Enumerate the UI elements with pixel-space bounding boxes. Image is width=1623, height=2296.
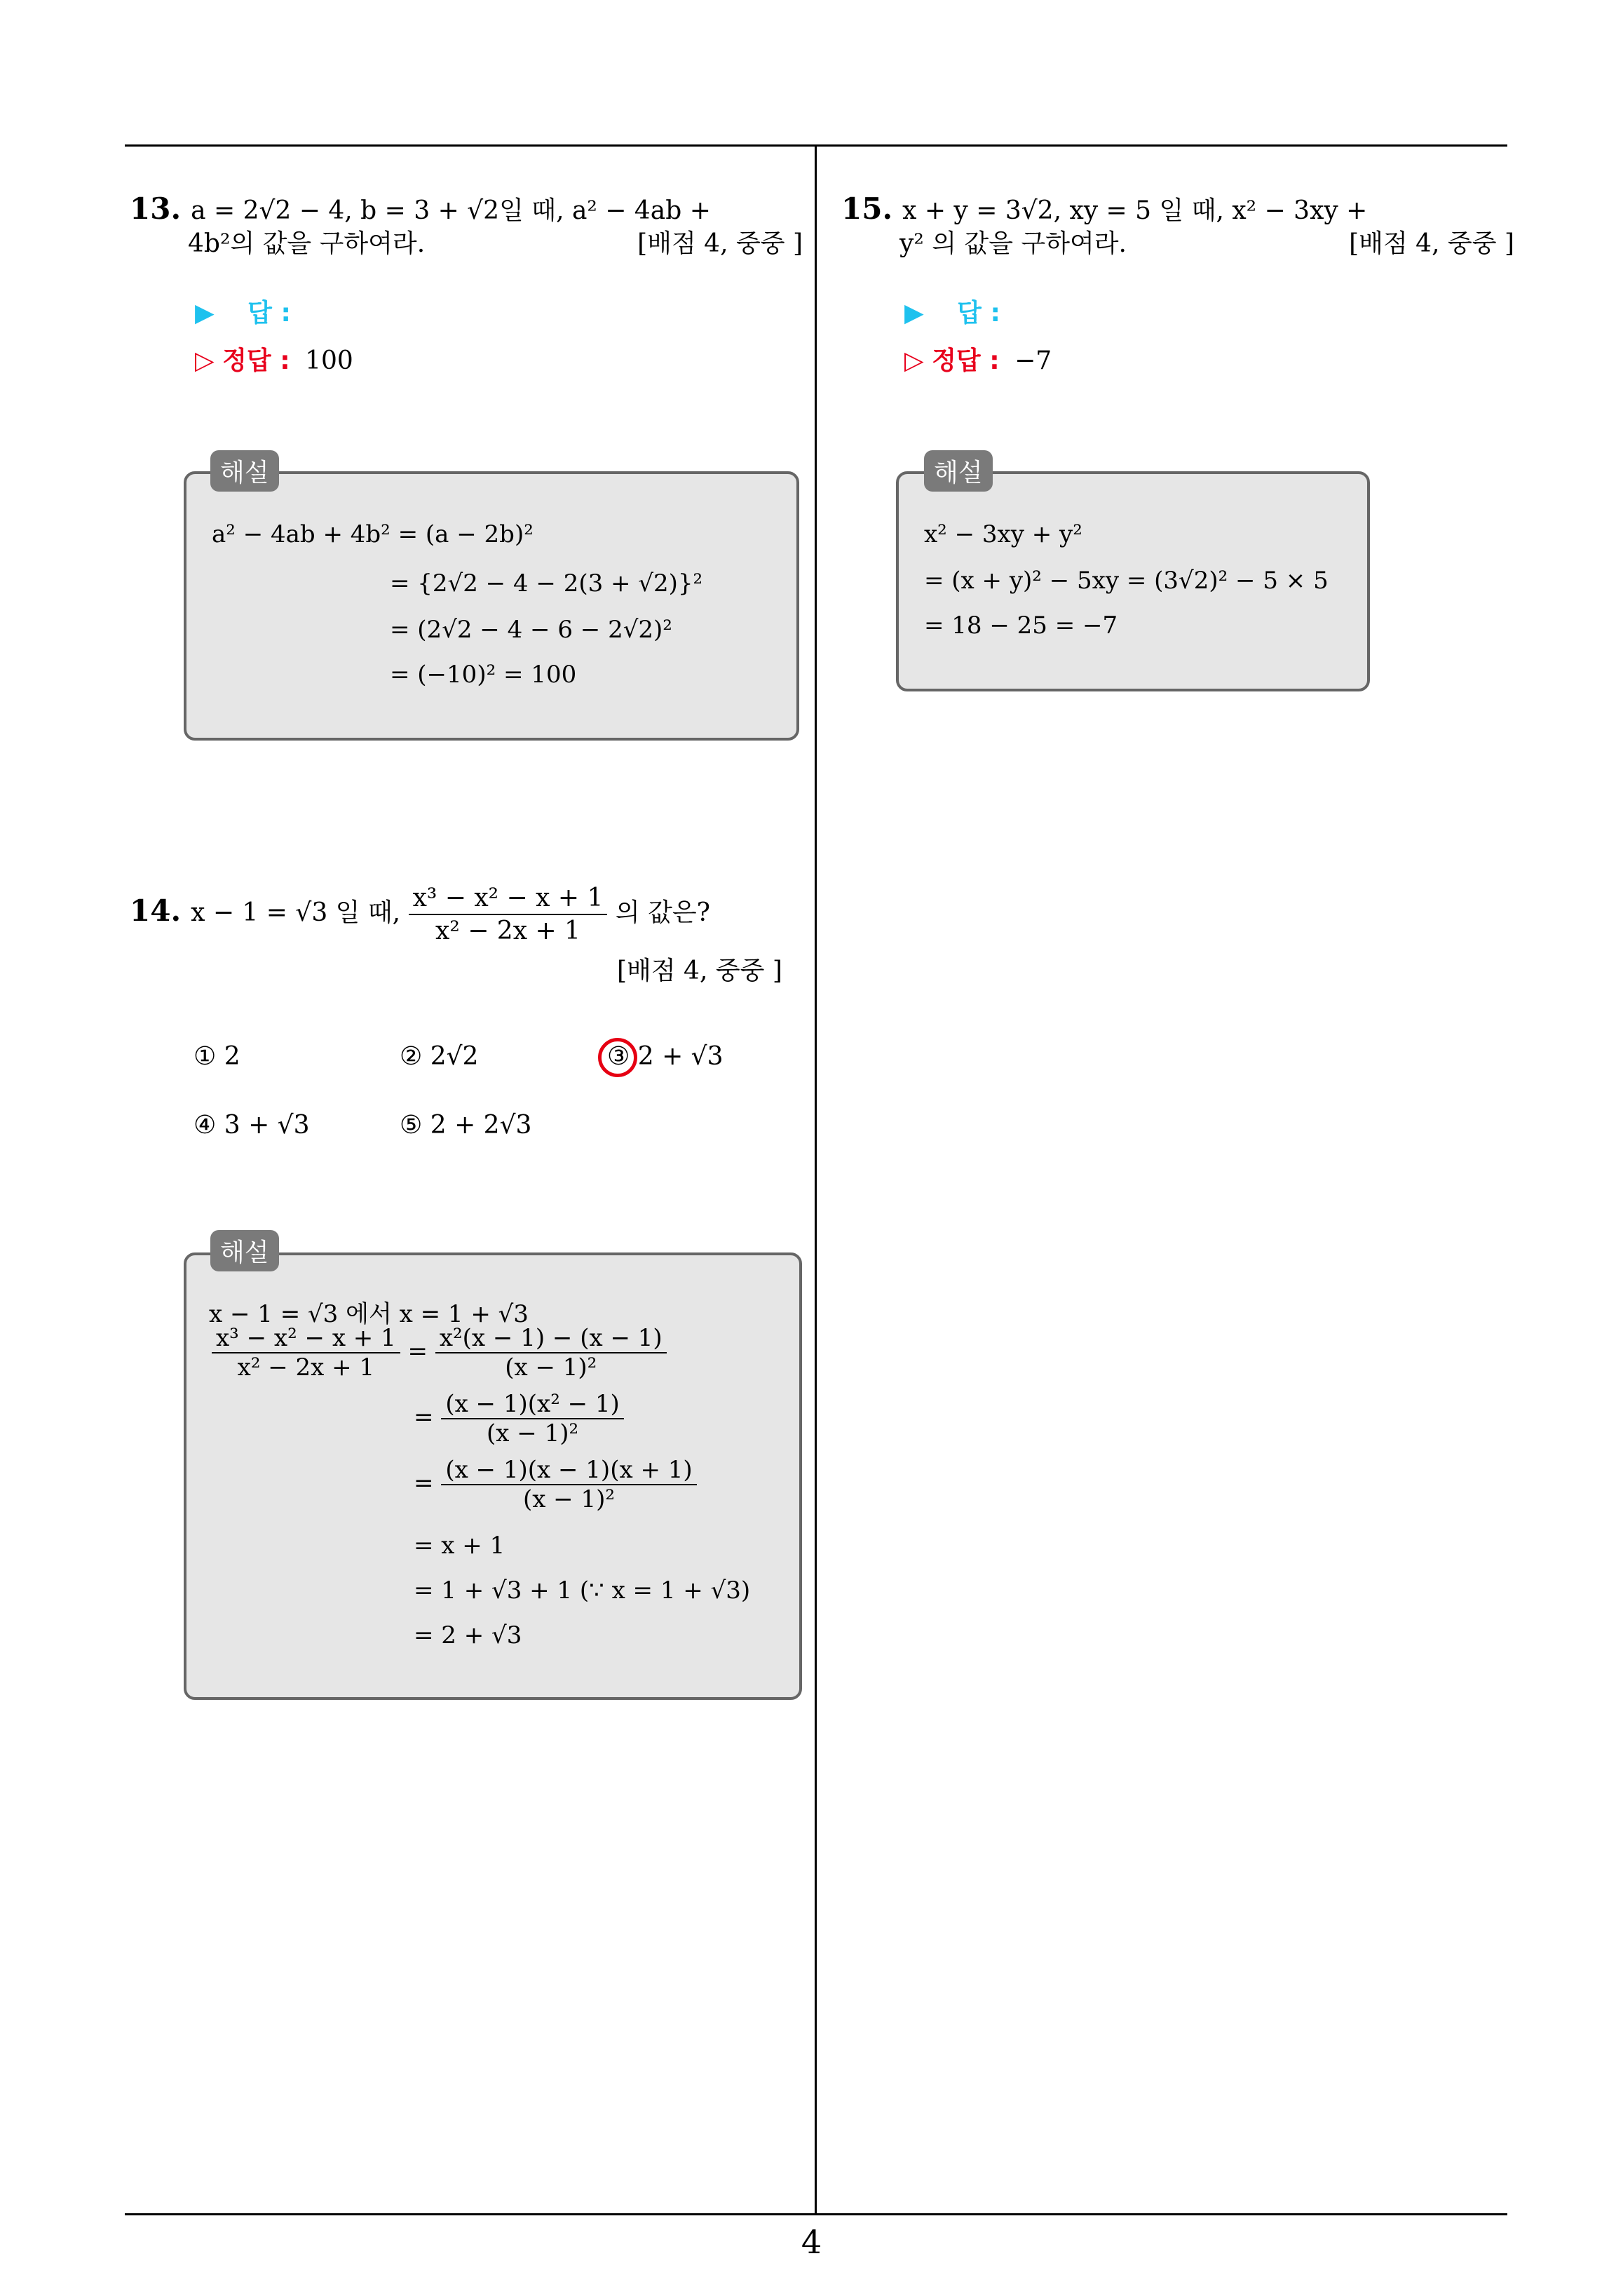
- play-outline-icon: ▷: [904, 346, 924, 375]
- solution-line: a² − 4ab + 4b² = (a − 2b)²: [212, 520, 534, 548]
- solution-tag: 해설: [210, 1230, 279, 1271]
- solution-line: = 18 − 25 = −7: [924, 612, 1118, 640]
- solution-tag: 해설: [924, 450, 993, 492]
- correct-answer-row: [904, 341, 1052, 377]
- question-text-line1: x + y = 3√2, xy = 5 일 때, x² − 3xy +: [902, 196, 1368, 225]
- solution-line: x − 1 = √3 에서 x = 1 + √3: [209, 1300, 529, 1328]
- solution-line: = (x + y)² − 5xy = (3√2)² − 5 × 5: [924, 567, 1329, 595]
- choice-1[interactable]: ① 2: [193, 1042, 240, 1071]
- correct-answer-row: [195, 341, 353, 377]
- solution-box: [184, 471, 799, 741]
- solution-step-2: = $\frac{\text{(x − 1)(x² − 1)}}{\text{(x − 1)²}}$: [414, 1390, 624, 1447]
- solution-step-3: = $\frac{(x - 1)(x - 1)(x + 1)}{\text{(x − 1)²}}$: [414, 1456, 697, 1513]
- play-icon: ▶: [904, 299, 924, 327]
- question-text-line1: a = 2√2 − 4, b = 3 + √2일 때, a² − 4ab +: [191, 196, 711, 225]
- question-number: 13.: [130, 191, 182, 226]
- solution-line: = (−10)² = 100: [390, 661, 577, 689]
- question-text-line2: y² 의 값을 구하여라.: [899, 229, 1127, 258]
- solution-line: = (2√2 − 4 − 6 − 2√2)²: [390, 616, 672, 644]
- page-number: 4: [801, 2223, 822, 2261]
- selected-choice-circle: [598, 1038, 637, 1077]
- play-icon: ▶: [195, 299, 215, 327]
- question-text-line2: 4b²의 값을 구하여라.: [188, 229, 426, 258]
- solution-step-1: $\frac{\text{x³ − x² − x + 1}}{\text{x² − 2x + 1}}$ = $\frac{\text{x²(x − 1) − (x − 1)}}{\text{(x − 1)²}}$: [212, 1324, 667, 1382]
- question-number: 14.: [130, 893, 182, 928]
- choice-2[interactable]: ② 2√2: [400, 1042, 479, 1071]
- answer-row: [195, 293, 291, 329]
- question-13: [130, 191, 803, 259]
- solution-line: = 1 + √3 + 1 (∵ x = 1 + √3): [414, 1576, 751, 1605]
- correct-answer-value: 100: [305, 346, 353, 375]
- question-fraction: $\frac{\text{x³ − x² − x + 1}}{\text{x² − 2x + 1}}$: [409, 882, 608, 947]
- column-divider: [815, 144, 817, 2215]
- solution-line: = x + 1: [414, 1532, 505, 1560]
- play-outline-icon: ▷: [195, 346, 215, 375]
- answer-label: 답 :: [247, 299, 291, 327]
- score-label: [배점 4, 중중 ]: [1349, 229, 1514, 258]
- question-number: 15.: [841, 191, 893, 226]
- solution-line: = {2√2 − 4 − 2(3 + √2)}²: [390, 569, 703, 597]
- correct-answer-value: −7: [1014, 346, 1052, 375]
- solution-tag: 해설: [210, 450, 279, 492]
- correct-label: 정답 :: [222, 346, 290, 375]
- bottom-rule: [125, 2213, 1507, 2215]
- question-suffix: 의 값은?: [615, 898, 710, 927]
- question-prefix: x − 1 = √3 일 때,: [191, 898, 401, 927]
- correct-label: 정답 :: [932, 346, 1000, 375]
- score-label: [배점 4, 중중 ]: [637, 229, 803, 258]
- solution-line: x² − 3xy + y²: [924, 520, 1082, 548]
- choice-5[interactable]: ⑤ 2 + 2√3: [400, 1111, 532, 1140]
- question-15: [841, 191, 1514, 259]
- score-label: [배점 4, 중중 ]: [617, 957, 782, 985]
- choice-4[interactable]: ④ 3 + √3: [193, 1111, 310, 1140]
- answer-row: [904, 293, 1000, 329]
- solution-line: = 2 + √3: [414, 1621, 522, 1649]
- question-14: [130, 882, 796, 947]
- choice-3[interactable]: ③ 2 + √3: [607, 1042, 724, 1071]
- answer-label: 답 :: [957, 299, 1000, 327]
